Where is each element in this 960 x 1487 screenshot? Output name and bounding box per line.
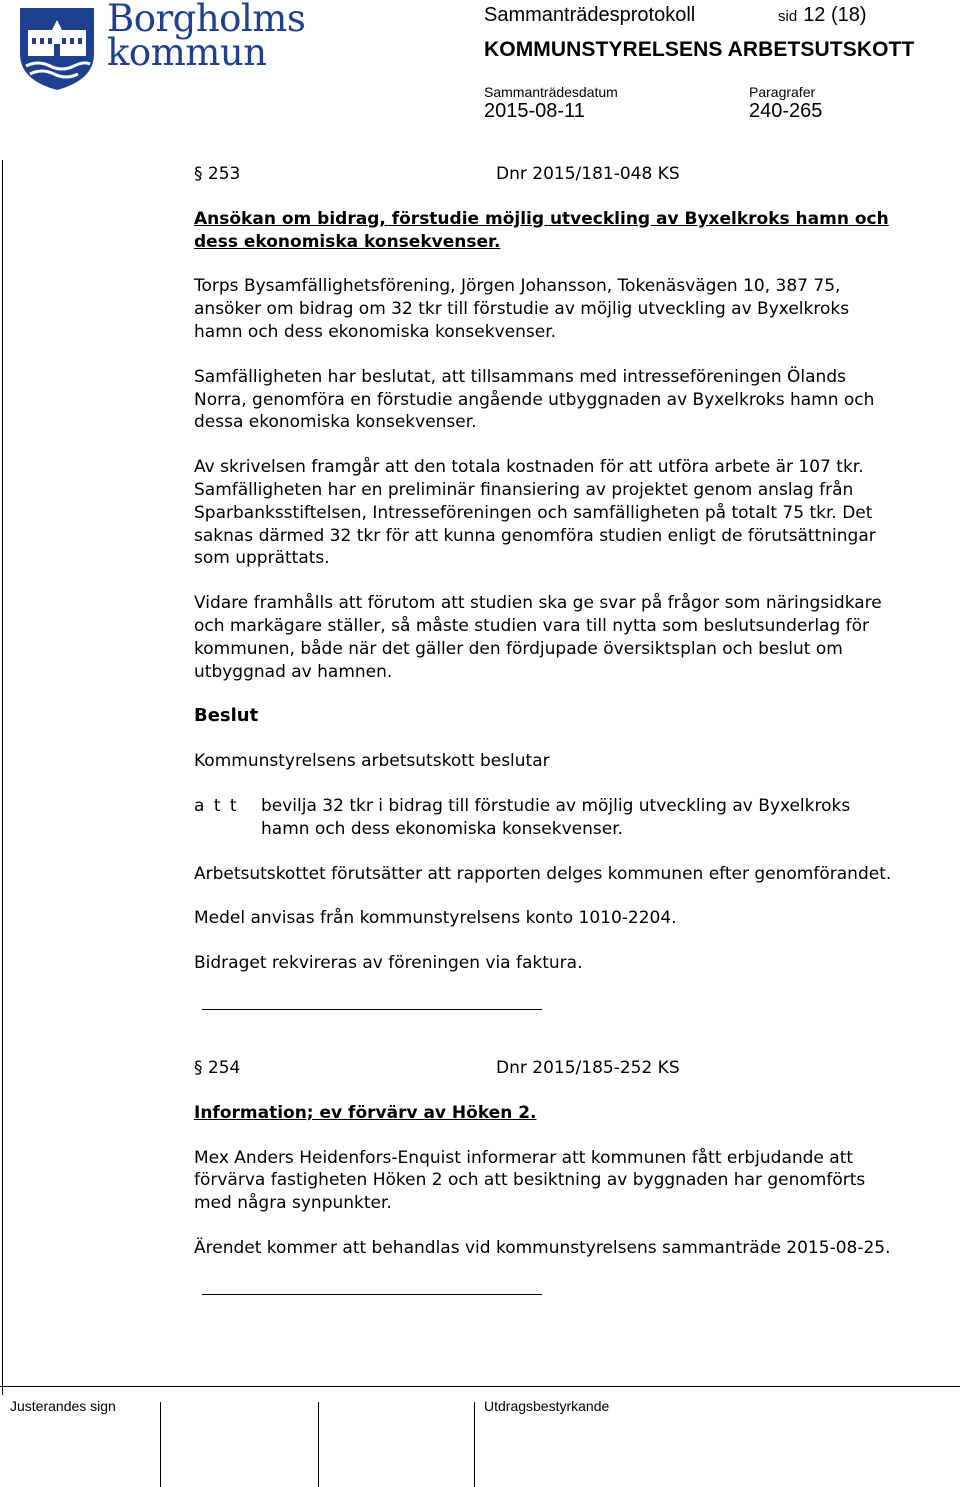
- section-number: 253: [207, 164, 241, 184]
- committee-name: KOMMUNSTYRELSENS ARBETSUTSKOTT: [484, 38, 915, 61]
- protocol-content: [194, 160, 899, 1295]
- logo-line-1: Borgholms: [107, 0, 306, 40]
- page-indicator: [778, 4, 867, 27]
- section-divider: [202, 1294, 542, 1295]
- decision-item: [194, 795, 899, 841]
- att-marker: a t t: [194, 795, 239, 816]
- signature-label: Justerandes sign: [10, 1398, 116, 1414]
- section-title: Information; ev förvärv av Höken 2.: [194, 1102, 537, 1123]
- section-symbol-number: § 253: [194, 164, 241, 184]
- extract-certification-label: Utdragsbestyrkande: [484, 1398, 610, 1414]
- meeting-date: 2015-08-11: [484, 100, 585, 122]
- decision-text: bevilja 32 tkr i bidrag till förstudie av möjlig utveckling av Byxelkroks hamn och dess ekonomiska konsekvenser.: [261, 795, 851, 839]
- paragraphs-label: Paragrafer: [749, 84, 816, 100]
- paragraph: Arbetsutskottet förutsätter att rapporten delges kommunen efter genomförandet.: [194, 863, 892, 884]
- section-number: 254: [207, 1057, 241, 1078]
- signature-box-divider: [160, 1402, 161, 1487]
- page-number: 12 (18): [803, 4, 867, 26]
- page-prefix: sid: [778, 8, 798, 25]
- signature-box-divider: [318, 1402, 319, 1487]
- signature-box-divider: [474, 1402, 475, 1487]
- paragraph: Vidare framhålls att förutom att studien ska ge svar på frågor som näringsidkare och markägare ställer, så måste studien vara till nytta som beslutsunderlag för kommunen, både när det gäller den fördjupade översiktsplan och beslut om utbyggnad av hamnen.: [194, 593, 882, 682]
- paragraph: Bidraget rekvireras av föreningen via faktura.: [194, 953, 583, 974]
- meeting-date-label: Sammanträdesdatum: [484, 84, 618, 100]
- dnr: Dnr 2015/185-252 KS: [496, 1057, 680, 1078]
- footer-divider: [0, 1386, 960, 1387]
- paragraph: Mex Anders Heidenfors-Enquist informerar att kommunen fått erbjudande att förvärva fastigheten Höken 2 och att besiktning av byggnaden har genomförts med några synpunkter.: [194, 1147, 866, 1214]
- paragraph: Av skrivelsen framgår att den totala kostnaden för att utföra arbete är 107 tkr. Samfälligheten har en preliminär finansiering av projektet genom anslag från Sparbanksstiftelsen, Intresseföreningen och samfälligheten på totalt 75 tkr. Det saknas därmed 32 tkr för att kunna genomföra studien enligt de förutsättningar som upprättats.: [194, 457, 876, 569]
- municipality-logo-icon: [18, 6, 96, 92]
- decision-intro: Kommunstyrelsens arbetsutskott beslutar: [194, 751, 550, 772]
- decision-heading: Beslut: [194, 705, 259, 727]
- dnr: Dnr 2015/181-048 KS: [496, 164, 680, 184]
- paragraph: Medel anvisas från kommunstyrelsens konto 1010-2204.: [194, 908, 677, 929]
- frame-left-border: [2, 160, 3, 1395]
- paragraph: Ärendet kommer att behandlas vid kommunstyrelsens sammanträde 2015-08-25.: [194, 1237, 891, 1258]
- paragraph: Torps Bysamfällighetsförening, Jörgen Johansson, Tokenäsvägen 10, 387 75, ansöker om bidrag om 32 tkr till förstudie av möjlig utveckling av Byxelkroks hamn och dess ekonomiska konsekvenser.: [194, 276, 850, 342]
- document-type: Sammanträdesprotokoll: [484, 4, 696, 26]
- paragraphs-range: 240-265: [749, 100, 823, 122]
- paragraph: Samfälligheten har beslutat, att tillsammans med intresseföreningen Ölands Norra, genomföra en förstudie angående utbyggnaden av Byxelkroks hamn och dessa ekonomiska konsekvenser.: [194, 366, 875, 433]
- section-title: Ansökan om bidrag, förstudie möjlig utveckling av Byxelkroks hamn och dess ekonomiska konsekvenser.: [194, 208, 889, 252]
- section-symbol-number: § 254: [194, 1057, 241, 1078]
- section-254-header: [194, 1057, 899, 1080]
- logo-line-2: kommun: [107, 31, 267, 74]
- municipality-logo-text: [107, 0, 306, 74]
- section-253-header: [194, 163, 899, 186]
